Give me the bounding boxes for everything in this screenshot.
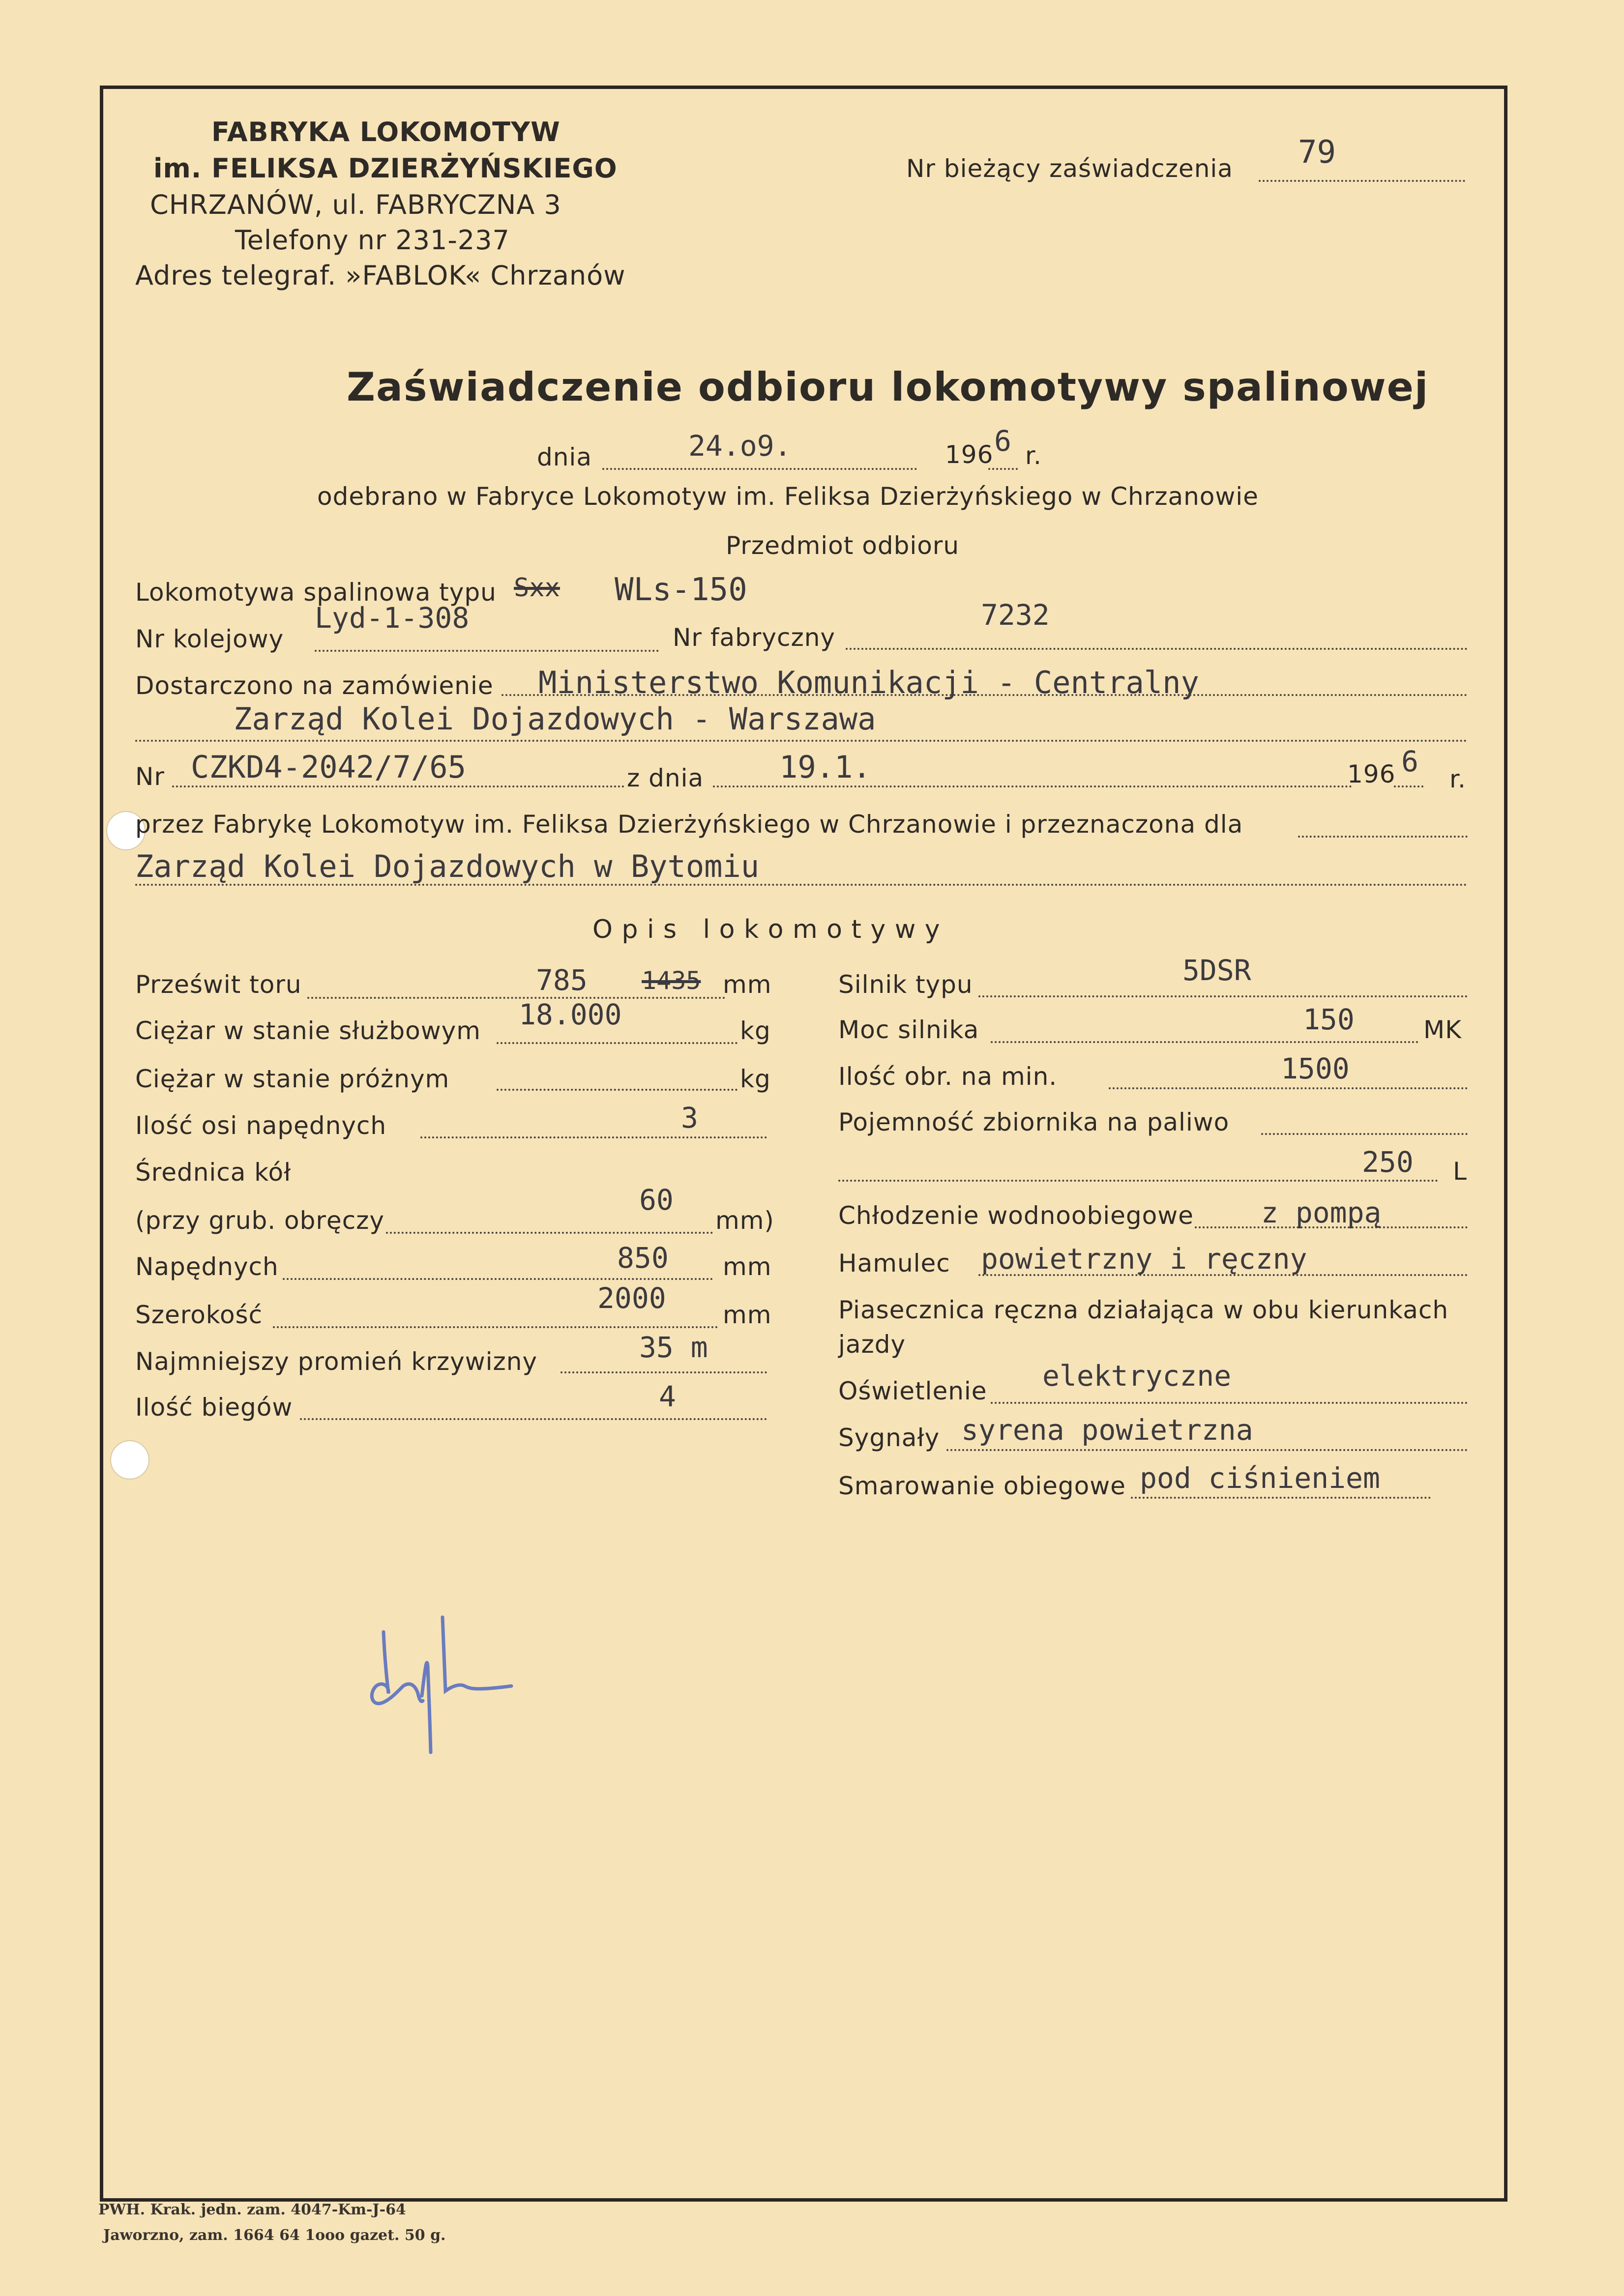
value-cooling: z pompą — [1261, 1196, 1382, 1229]
cert-number-label: Nr bieżący zaświadczenia — [906, 154, 1233, 183]
order-line-1 — [502, 694, 1468, 696]
line-tyre-thickness — [386, 1232, 713, 1234]
line-engine-type — [978, 995, 1468, 997]
label-tyre-thickness: (przy grub. obręczy — [135, 1206, 385, 1235]
cert-number-value: 79 — [1298, 134, 1336, 171]
date-year-suffix: r. — [1025, 441, 1042, 470]
order-from-label: z dnia — [627, 764, 704, 792]
rail-number-line — [315, 650, 659, 652]
order-from-value: 19.1. — [779, 749, 871, 785]
label-brake: Hamulec — [838, 1249, 950, 1278]
label-min-curve-radius: Najmniejszy promień krzywizny — [135, 1347, 538, 1376]
line-fuel-tank-2 — [838, 1180, 1438, 1182]
destination-value: Zarząd Kolei Dojazdowych w Bytomiu — [135, 848, 760, 884]
label-service-weight: Ciężar w stanie służbowym — [135, 1017, 481, 1045]
description-heading: O p i s l o k o m o t y w y — [592, 915, 941, 944]
value-engine-type: 5DSR — [1182, 954, 1251, 987]
value-track-gauge: 785 — [536, 963, 588, 997]
date-year-digit: 6 — [994, 424, 1011, 458]
factory-patron: im. FELIKSA DZIERŻYŃSKIEGO — [153, 153, 618, 184]
factory-number-line — [846, 648, 1468, 650]
label-engine-type: Silnik typu — [838, 970, 973, 999]
destination-text: przez Fabrykę Lokomotyw im. Feliksa Dzierżyńskiego w Chrzanowie i przeznaczona dla — [135, 810, 1243, 839]
label-wheel-diameter: Średnica kół — [135, 1158, 292, 1187]
factory-address: CHRZANÓW, ul. FABRYCZNA 3 — [150, 189, 561, 220]
rail-number-value: Lyd-1-308 — [315, 601, 470, 635]
value-width: 2000 — [597, 1281, 666, 1315]
line-fuel-tank-1 — [1261, 1133, 1468, 1135]
label-driven-axles: Ilość osi napędnych — [135, 1111, 387, 1140]
label-sander: Piasecznica ręczna działająca w obu kierunkach — [838, 1296, 1449, 1324]
factory-telegraph: Adres telegraf. »FABLOK« Chrzanów — [135, 260, 626, 291]
unit-width: mm — [723, 1301, 772, 1329]
document-title: Zaświadczenie odbioru lokomotywy spalinowej — [347, 364, 1429, 410]
order-year-digit: 6 — [1401, 745, 1418, 778]
received-text: odebrano w Fabryce Lokomotyw im. Feliksa Dzierżyńskiego w Chrzanowie — [317, 482, 1259, 511]
unit-engine-power: MK — [1423, 1016, 1462, 1044]
factory-name: FABRYKA LOKOMOTYW — [211, 116, 561, 147]
value-driven-axles: 3 — [681, 1101, 698, 1134]
value-min-curve-radius: 35 m — [639, 1331, 708, 1364]
order-year-suffix: r. — [1449, 765, 1466, 793]
label-empty-weight: Ciężar w stanie próżnym — [135, 1065, 450, 1093]
label-cooling: Chłodzenie wodnoobiegowe — [838, 1201, 1194, 1230]
value-service-weight: 18.000 — [519, 998, 622, 1031]
value-engine-power: 150 — [1303, 1003, 1355, 1036]
value-brake: powietrzny i ręczny — [981, 1242, 1307, 1276]
handwritten-initials — [354, 1612, 526, 1760]
date-year-prefix: 196 — [945, 440, 994, 469]
value-lighting: elektryczne — [1042, 1359, 1232, 1393]
unit-empty-weight: kg — [740, 1065, 771, 1093]
date-line — [602, 468, 917, 470]
order-year-line — [1394, 785, 1423, 787]
line-gears — [300, 1418, 767, 1420]
loco-type-crossed: Sxx — [514, 573, 560, 603]
order-nr-line — [172, 785, 624, 787]
line-engine-power — [991, 1041, 1418, 1043]
line-track-gauge — [307, 997, 725, 999]
unit-driving-wheels: mm — [723, 1252, 772, 1281]
line-driving-wheels — [283, 1278, 713, 1280]
date-year-line — [988, 468, 1018, 470]
factory-number-label: Nr fabryczny — [673, 623, 835, 652]
unit-tyre-thickness: mm) — [715, 1206, 774, 1235]
printer-line-2: Jaworzno, zam. 1664 64 1ooo gazet. 50 g. — [103, 2227, 446, 2244]
cert-number-line — [1259, 180, 1465, 182]
unit-service-weight: kg — [740, 1017, 771, 1045]
label-fuel-tank: Pojemność zbiornika na paliwo — [838, 1108, 1230, 1136]
value-track-gauge-standard: 1435 — [642, 966, 701, 995]
factory-phone: Telefony nr 231-237 — [235, 225, 510, 256]
order-nr-value: CZKD4-2042/7/65 — [191, 749, 466, 785]
label-engine-power: Moc silnika — [838, 1016, 979, 1044]
value-driving-wheels: 850 — [617, 1241, 669, 1275]
label-signals: Sygnały — [838, 1424, 940, 1452]
order-nr-label: Nr — [135, 762, 165, 791]
value-rpm: 1500 — [1281, 1052, 1350, 1085]
line-lubrication — [1131, 1497, 1431, 1499]
line-service-weight — [497, 1042, 738, 1044]
line-signals — [946, 1449, 1468, 1451]
unit-track-gauge: mm — [723, 970, 772, 999]
label-lighting: Oświetlenie — [838, 1377, 987, 1405]
value-signals: syrena powietrzna — [961, 1413, 1253, 1447]
order-from-line — [713, 785, 1352, 787]
line-driven-axles — [420, 1136, 767, 1138]
label-track-gauge: Prześwit toru — [135, 970, 302, 999]
label-driving-wheels: Napędnych — [135, 1252, 279, 1281]
date-label: dnia — [537, 443, 592, 471]
value-fuel-tank: 250 — [1362, 1145, 1414, 1179]
line-rpm — [1109, 1087, 1468, 1089]
unit-fuel-tank: L — [1453, 1157, 1467, 1186]
order-value-line1: Ministerstwo Komunikacji - Centralny — [538, 665, 1199, 700]
label-gears: Ilość biegów — [135, 1393, 293, 1422]
destination-line-1 — [1298, 836, 1468, 838]
printer-line-1: PWH. Krak. jedn. zam. 4047-Km-J-64 — [98, 2201, 406, 2218]
line-width — [273, 1326, 718, 1328]
punch-hole-bottom — [110, 1440, 149, 1480]
value-gears: 4 — [659, 1380, 676, 1413]
order-label: Dostarczono na zamówienie — [135, 671, 494, 700]
factory-number-value: 7232 — [981, 598, 1050, 632]
loco-type-value: WLs-150 — [615, 572, 747, 608]
order-value-line2: Zarząd Kolei Dojazdowych - Warszawa — [234, 701, 876, 737]
date-value: 24.o9. — [688, 429, 792, 463]
label-rpm: Ilość obr. na min. — [838, 1062, 1058, 1091]
destination-line-2 — [135, 884, 1468, 886]
line-empty-weight — [497, 1089, 738, 1091]
subject-heading: Przedmiot odbioru — [726, 531, 960, 560]
value-lubrication: pod ciśnieniem — [1140, 1461, 1380, 1495]
loco-type-label: Lokomotywa spalinowa typu — [135, 578, 497, 607]
label-lubrication: Smarowanie obiegowe — [838, 1472, 1126, 1500]
order-line-2 — [135, 740, 1468, 742]
label-width: Szerokość — [135, 1301, 263, 1329]
order-year-prefix: 196 — [1347, 760, 1396, 788]
value-tyre-thickness: 60 — [639, 1183, 674, 1217]
rail-number-label: Nr kolejowy — [135, 625, 284, 653]
line-lighting — [991, 1402, 1468, 1404]
line-min-curve-radius — [561, 1371, 767, 1373]
label-sander-cont: jazdy — [838, 1330, 906, 1359]
